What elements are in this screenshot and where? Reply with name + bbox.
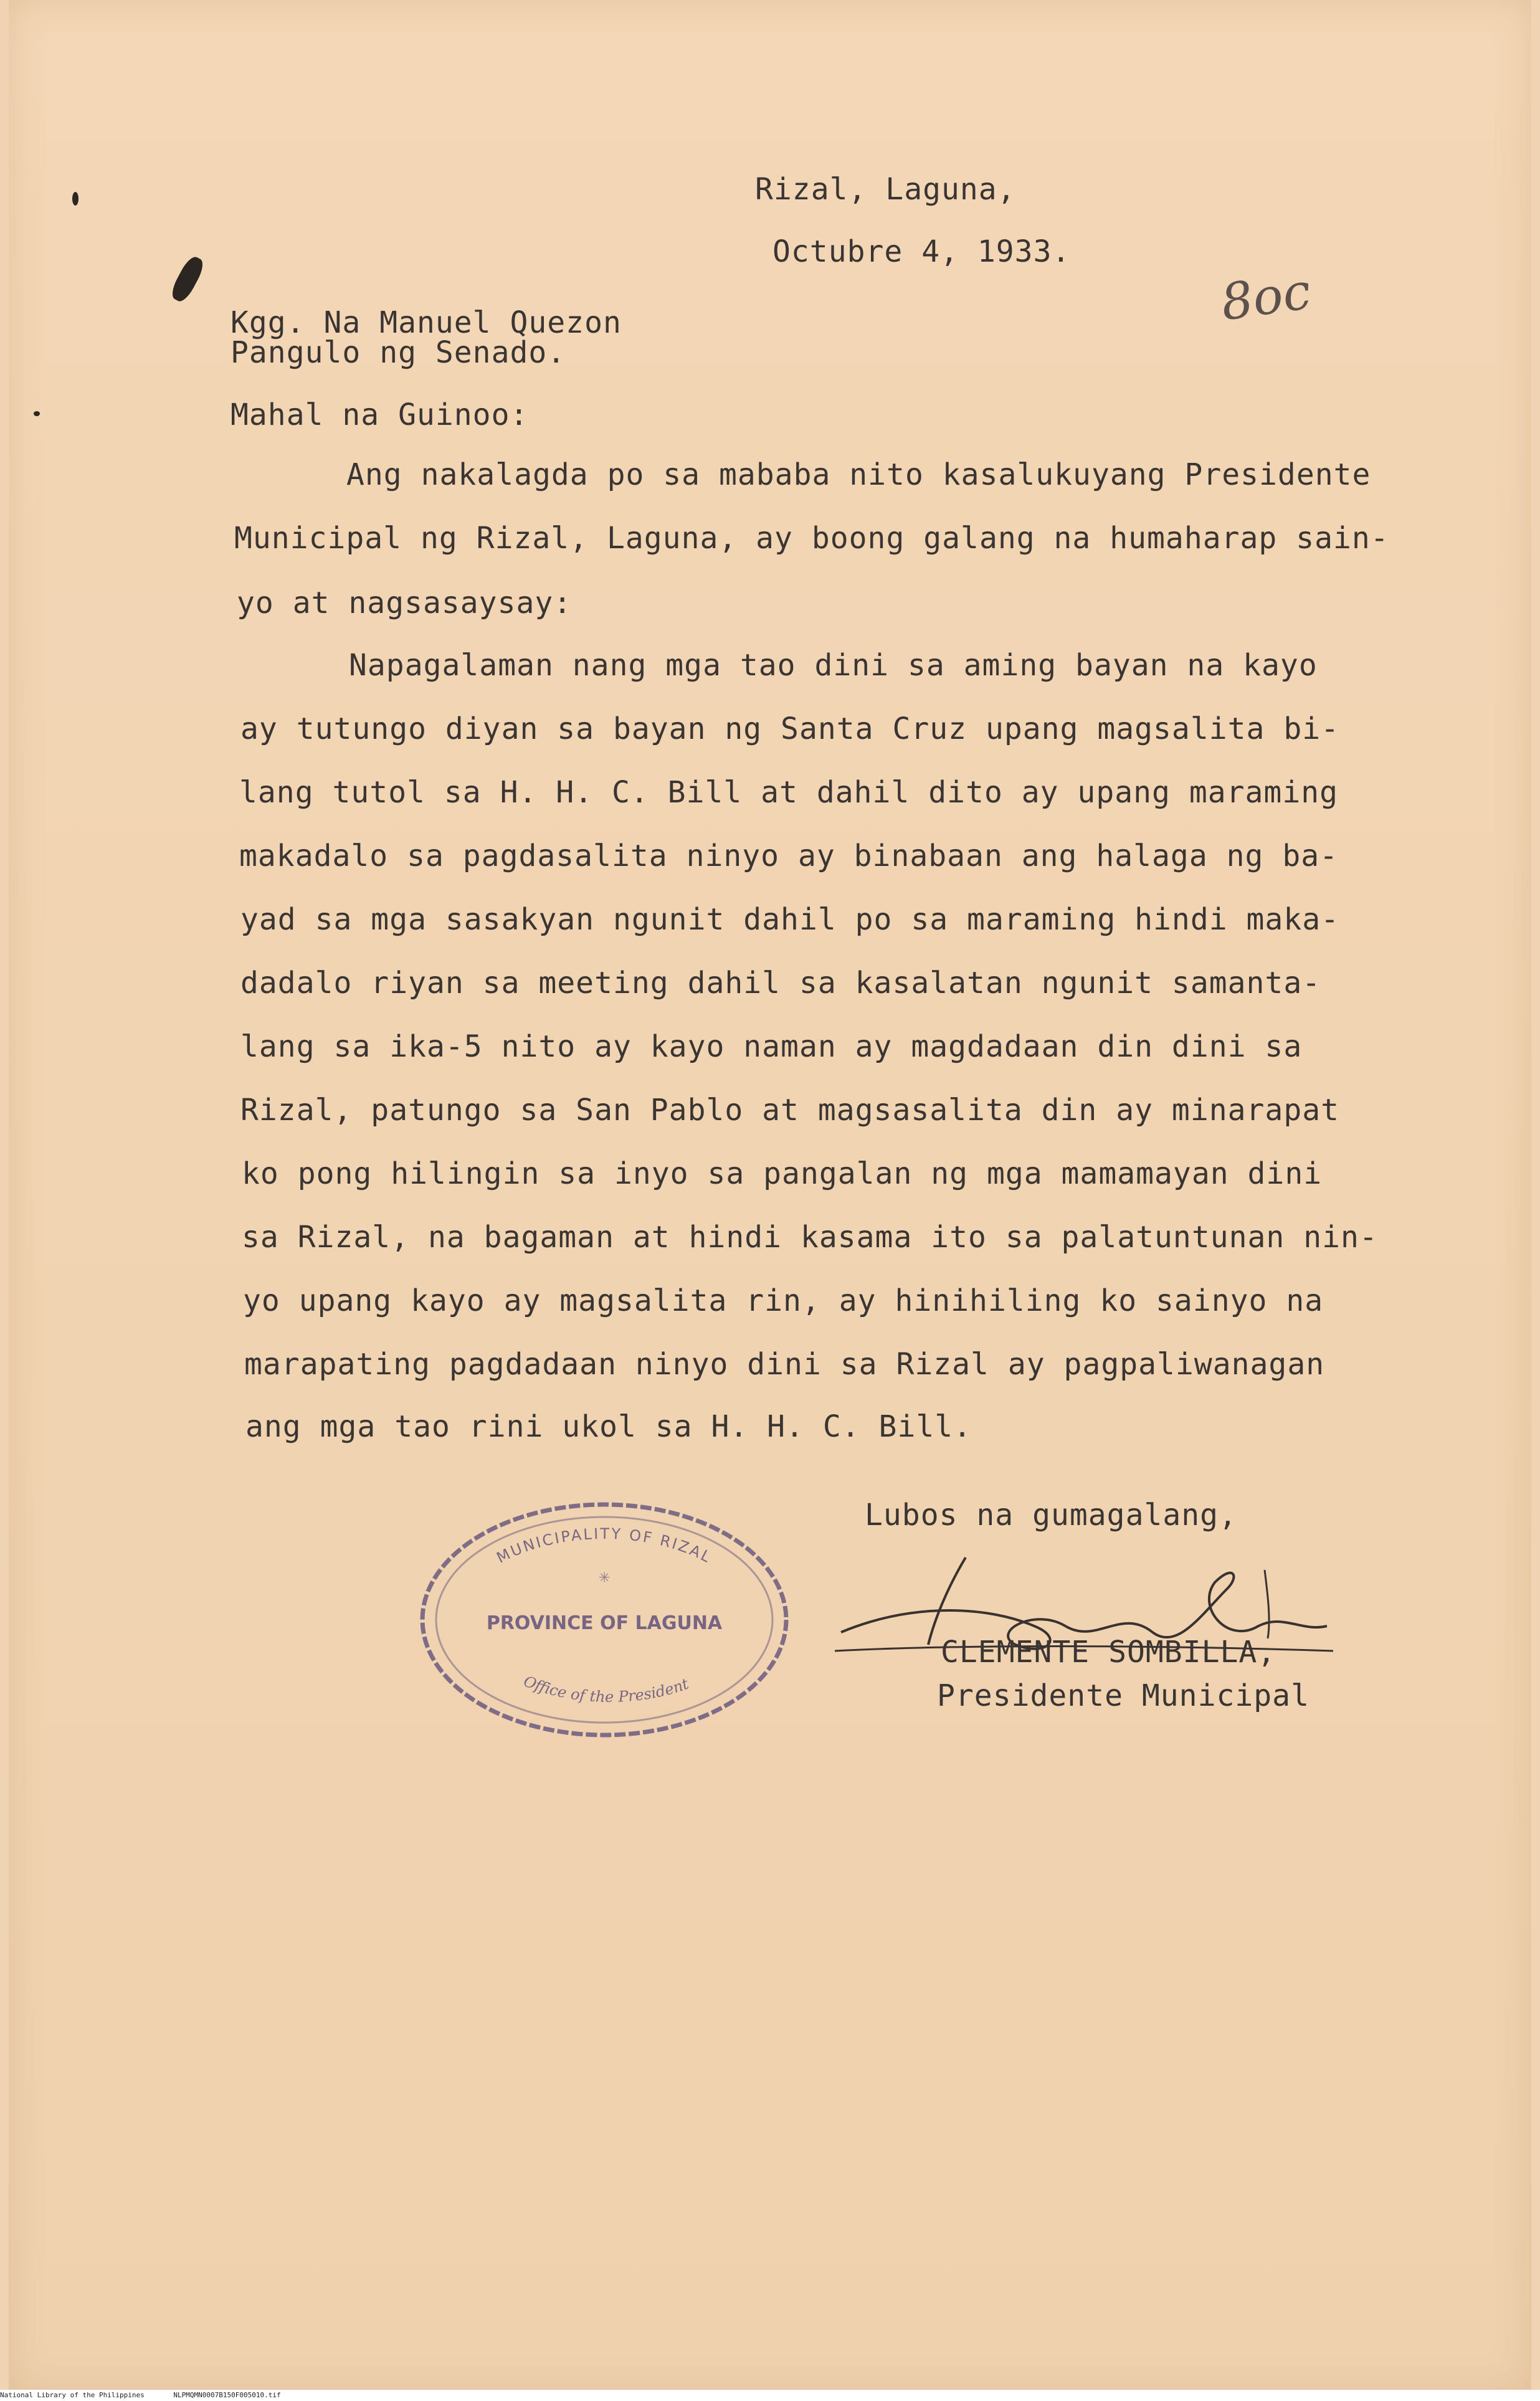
closing: Lubos na gumagalang, xyxy=(865,1498,1237,1533)
salutation: Mahal na Guinoo: xyxy=(231,397,529,432)
body-line: yo at nagsasaysay: xyxy=(237,586,573,620)
signature-title: Presidente Municipal xyxy=(937,1678,1309,1713)
body-line: Rizal, patungo sa San Pablo at magsasalita din ay minarapat xyxy=(240,1093,1340,1128)
body-line: makadalo sa pagdasalita ninyo ay binabaan ang halaga ng ba- xyxy=(239,839,1339,873)
body-line: sa Rizal, na bagaman at hindi kasama ito sa palatuntunan nin- xyxy=(242,1220,1378,1255)
ink-speck xyxy=(34,411,40,416)
signature-name: CLEMENTE SOMBILLA, xyxy=(941,1635,1276,1670)
body-line: Municipal ng Rizal, Laguna, ay boong galang na humaharap sain- xyxy=(234,521,1389,556)
footer-institution: National Library of the Philippines xyxy=(0,2391,145,2399)
body-line: ay tutungo diyan sa bayan ng Santa Cruz upang magsalita bi- xyxy=(240,711,1340,746)
letter-place: Rizal, Laguna, xyxy=(755,172,1016,207)
body-line: marapating pagdadaan ninyo dini sa Rizal ay pagpaliwanagan xyxy=(244,1347,1325,1382)
ink-speck xyxy=(72,192,78,206)
stamp-top-text: MUNICIPALITY OF RIZAL xyxy=(493,1524,715,1567)
svg-text:Office of the President xyxy=(521,1672,692,1706)
svg-text:MUNICIPALITY OF RIZAL xyxy=(494,1525,715,1567)
letter-date: Octubre 4, 1933. xyxy=(772,234,1071,269)
official-stamp xyxy=(411,1495,797,1744)
archive-footer xyxy=(0,2390,1540,2401)
body-line: dadalo riyan sa meeting dahil sa kasalatan ngunit samanta- xyxy=(240,966,1321,1001)
stamp-bottom-text: Office of the President xyxy=(521,1672,692,1706)
body-line: yo upang kayo ay magsalita rin, ay hinihiling ko sainyo na xyxy=(243,1283,1324,1318)
body-line: Ang nakalagda po sa mababa nito kasalukuyang Presidente xyxy=(346,457,1371,492)
body-line: ko pong hilingin sa inyo sa pangalan ng mga mamamayan dini xyxy=(242,1156,1323,1191)
body-line: Napagalaman nang mga tao dini sa aming bayan na kayo xyxy=(349,648,1318,683)
footer-file-id: NLPMQMN0007B150F005010.tif xyxy=(173,2391,281,2399)
recipient-name: Kgg. Na Manuel Quezon xyxy=(231,305,622,340)
stamp-middle-text: PROVINCE OF LAGUNA xyxy=(486,1612,723,1634)
stamp-seal-icon: ✳ xyxy=(598,1566,611,1587)
body-line: ang mga tao rini ukol sa H. H. C. Bill. xyxy=(245,1409,972,1444)
body-line: lang sa ika-5 nito ay kayo naman ay magdadaan din dini sa xyxy=(240,1029,1303,1064)
margin-note: 8oc xyxy=(1217,262,1314,332)
body-line: lang tutol sa H. H. C. Bill at dahil dito ay upang maraming xyxy=(239,775,1339,810)
body-line: yad sa mga sasakyan ngunit dahil po sa maraming hindi maka- xyxy=(240,902,1340,937)
recipient-title: Pangulo ng Senado. xyxy=(231,335,566,370)
